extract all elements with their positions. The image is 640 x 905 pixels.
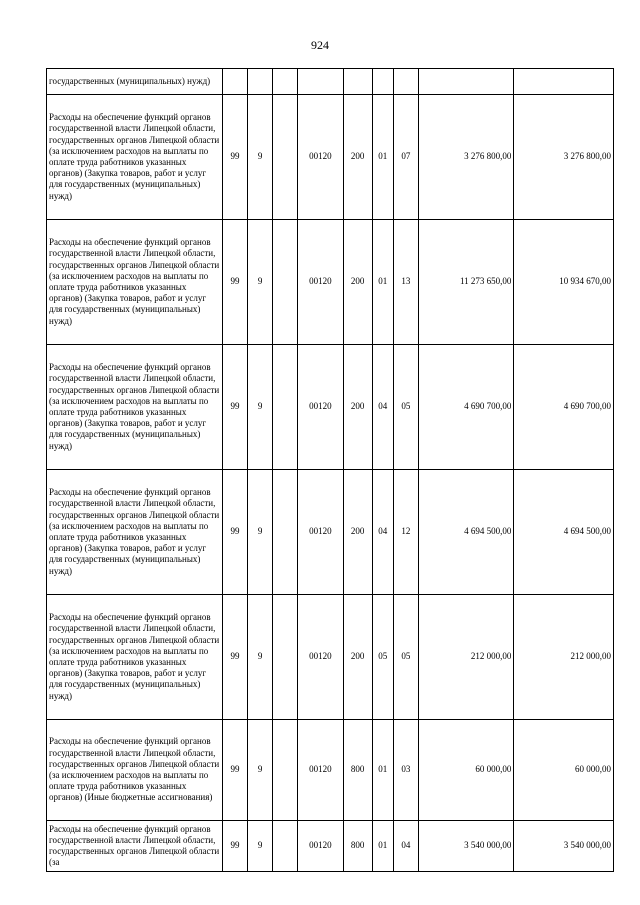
row-description: Расходы на обеспечение функций органов государственной власти Липецкой области, государственных органов Липецкой области (за [47, 821, 223, 872]
program-code-cell: 99 [222, 95, 247, 220]
section-cell: 01 [372, 95, 393, 220]
page-number: 924 [311, 38, 329, 52]
direction-code-cell [273, 95, 298, 220]
table-row [47, 69, 614, 95]
amount-year1-cell: 11 273 650,00 [418, 220, 514, 345]
expense-code-cell: 00120 [298, 95, 343, 220]
table-row [47, 470, 614, 595]
direction-code-cell [273, 720, 298, 821]
program-code-cell: 99 [222, 470, 247, 595]
subprogram-code-cell: 9 [248, 595, 273, 720]
subsection-cell: 04 [393, 821, 418, 872]
expense-code-cell: 00120 [298, 470, 343, 595]
expense-type-cell: 200 [343, 345, 372, 470]
subprogram-code-cell: 9 [248, 95, 273, 220]
table-row [47, 95, 614, 220]
row-description: Расходы на обеспечение функций органов государственной власти Липецкой области, государственных органов Липецкой области (за исключением расходов на выплаты по оплате труда работников указанных органов) (Закупка товаров, работ и услуг для государственных (муниципальных) нужд) [47, 345, 223, 470]
subsection-cell: 13 [393, 220, 418, 345]
direction-code-cell [273, 69, 298, 95]
subprogram-code-cell: 9 [248, 220, 273, 345]
direction-code-cell [273, 595, 298, 720]
direction-code-cell [273, 470, 298, 595]
row-description: Расходы на обеспечение функций органов государственной власти Липецкой области, государственных органов Липецкой области (за исключением расходов на выплаты по оплате труда работников указанных органов) (Закупка товаров, работ и услуг для государственных (муниципальных) нужд) [47, 220, 223, 345]
subsection-cell: 05 [393, 345, 418, 470]
expense-type-cell: 200 [343, 220, 372, 345]
table-row [47, 720, 614, 821]
row-description: Расходы на обеспечение функций органов государственной власти Липецкой области, государственных органов Липецкой области (за исключением расходов на выплаты по оплате труда работников указанных органов) (Закупка товаров, работ и услуг для государственных (муниципальных) нужд) [47, 95, 223, 220]
row-description: Расходы на обеспечение функций органов государственной власти Липецкой области, государственных органов Липецкой области (за исключением расходов на выплаты по оплате труда работников указанных органов) (Иные бюджетные ассигнования) [47, 720, 223, 821]
amount-year1-cell: 3 276 800,00 [418, 95, 514, 220]
section-cell [372, 69, 393, 95]
subsection-cell: 05 [393, 595, 418, 720]
direction-code-cell [273, 220, 298, 345]
direction-code-cell [273, 821, 298, 872]
amount-year2-cell: 212 000,00 [514, 595, 614, 720]
expense-type-cell: 200 [343, 595, 372, 720]
amount-year2-cell: 4 690 700,00 [514, 345, 614, 470]
amount-year1-cell: 4 694 500,00 [418, 470, 514, 595]
program-code-cell: 99 [222, 220, 247, 345]
amount-year2-cell [514, 69, 614, 95]
table-row [47, 220, 614, 345]
expense-type-cell: 200 [343, 95, 372, 220]
expense-code-cell: 00120 [298, 821, 343, 872]
section-cell: 04 [372, 345, 393, 470]
program-code-cell [222, 69, 247, 95]
table-row [47, 345, 614, 470]
row-description: государственных (муниципальных) нужд) [47, 69, 223, 95]
expense-type-cell: 200 [343, 470, 372, 595]
subprogram-code-cell: 9 [248, 470, 273, 595]
subsection-cell: 07 [393, 95, 418, 220]
program-code-cell: 99 [222, 720, 247, 821]
expense-type-cell: 800 [343, 821, 372, 872]
section-cell: 01 [372, 821, 393, 872]
subsection-cell: 12 [393, 470, 418, 595]
direction-code-cell [273, 345, 298, 470]
expense-code-cell: 00120 [298, 220, 343, 345]
row-description: Расходы на обеспечение функций органов государственной власти Липецкой области, государственных органов Липецкой области (за исключением расходов на выплаты по оплате труда работников указанных органов) (Закупка товаров, работ и услуг для государственных (муниципальных) нужд) [47, 595, 223, 720]
expense-code-cell: 00120 [298, 720, 343, 821]
program-code-cell: 99 [222, 595, 247, 720]
subprogram-code-cell: 9 [248, 720, 273, 821]
section-cell: 01 [372, 220, 393, 345]
expense-code-cell: 00120 [298, 345, 343, 470]
section-cell: 01 [372, 720, 393, 821]
table-row [47, 595, 614, 720]
subsection-cell [393, 69, 418, 95]
expense-code-cell: 00120 [298, 595, 343, 720]
amount-year2-cell: 10 934 670,00 [514, 220, 614, 345]
expense-code-cell [298, 69, 343, 95]
amount-year1-cell: 212 000,00 [418, 595, 514, 720]
amount-year2-cell: 3 276 800,00 [514, 95, 614, 220]
subprogram-code-cell [248, 69, 273, 95]
amount-year1-cell: 60 000,00 [418, 720, 514, 821]
expense-type-cell: 800 [343, 720, 372, 821]
budget-table [46, 68, 614, 872]
budget-table-body [47, 69, 614, 872]
program-code-cell: 99 [222, 821, 247, 872]
table-row [47, 821, 614, 872]
program-code-cell: 99 [222, 345, 247, 470]
row-description: Расходы на обеспечение функций органов государственной власти Липецкой области, государственных органов Липецкой области (за исключением расходов на выплаты по оплате труда работников указанных органов) (Закупка товаров, работ и услуг для государственных (муниципальных) нужд) [47, 470, 223, 595]
amount-year2-cell: 4 694 500,00 [514, 470, 614, 595]
amount-year1-cell: 4 690 700,00 [418, 345, 514, 470]
amount-year1-cell: 3 540 000,00 [418, 821, 514, 872]
section-cell: 05 [372, 595, 393, 720]
subsection-cell: 03 [393, 720, 418, 821]
subprogram-code-cell: 9 [248, 821, 273, 872]
amount-year2-cell: 3 540 000,00 [514, 821, 614, 872]
amount-year2-cell: 60 000,00 [514, 720, 614, 821]
amount-year1-cell [418, 69, 514, 95]
section-cell: 04 [372, 470, 393, 595]
subprogram-code-cell: 9 [248, 345, 273, 470]
expense-type-cell [343, 69, 372, 95]
